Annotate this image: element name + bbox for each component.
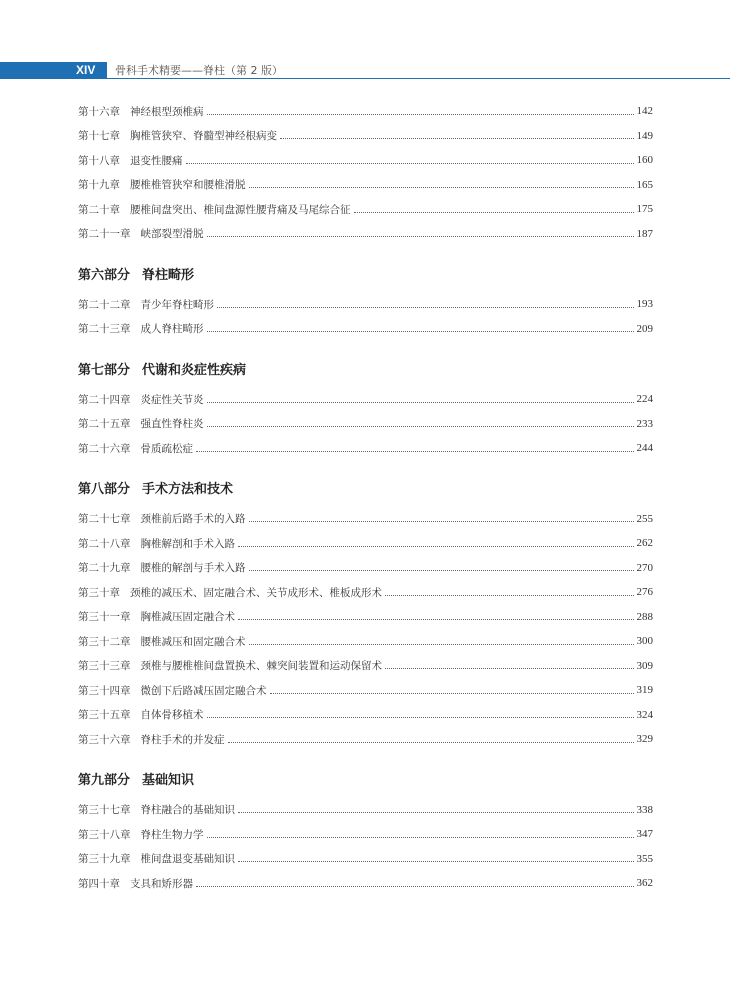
toc-entry[interactable] [78, 531, 653, 556]
chapter-title: 脊柱生物力学 [140, 828, 204, 841]
toc-entry[interactable] [78, 99, 653, 124]
chapter-page-number: 160 [636, 154, 653, 167]
chapter-page-number: 362 [636, 877, 653, 890]
toc-entry[interactable] [78, 412, 653, 437]
part-heading [78, 264, 653, 282]
dot-leader [228, 742, 634, 743]
toc-entry[interactable] [78, 507, 653, 532]
toc-entry[interactable] [78, 654, 653, 679]
chapter-page-number: 288 [636, 610, 653, 623]
chapter-page-number: 300 [636, 635, 653, 648]
chapter-number: 第十八章 [78, 154, 120, 167]
chapter-title: 胸椎解剖和手术入路 [140, 537, 235, 550]
chapter-title: 青少年脊柱畸形 [140, 298, 214, 311]
toc-entry[interactable] [78, 580, 653, 605]
chapter-number: 第二十五章 [78, 418, 131, 431]
toc-entry[interactable] [78, 678, 653, 703]
dot-leader [238, 861, 634, 862]
dot-leader [196, 886, 634, 887]
toc-entry[interactable] [78, 124, 653, 149]
dot-leader [207, 114, 634, 115]
chapter-title: 腰椎的解剖与手术入路 [140, 562, 246, 575]
chapter-title: 炎症性关节炎 [140, 393, 204, 406]
chapter-title: 椎间盘退变基础知识 [140, 853, 235, 866]
chapter-number: 第三十章 [78, 586, 120, 599]
dot-leader [238, 546, 634, 547]
dot-leader [186, 163, 634, 164]
chapter-title: 微创下后路减压固定融合术 [140, 684, 267, 697]
chapter-number: 第二十八章 [78, 537, 131, 550]
part-number: 第六部分 [78, 267, 131, 283]
dot-leader [385, 668, 634, 669]
toc-entry[interactable] [78, 556, 653, 581]
dot-leader [249, 570, 634, 571]
chapter-number: 第二十三章 [78, 323, 131, 336]
chapter-title: 腰椎椎管狭窄和腰椎滑脱 [130, 179, 246, 192]
dot-leader [207, 402, 634, 403]
part-number: 第八部分 [78, 482, 131, 497]
chapter-page-number: 224 [636, 393, 653, 406]
chapter-page-number: 276 [636, 586, 653, 599]
toc-entry[interactable] [78, 727, 653, 752]
chapter-number: 第二十一章 [78, 228, 131, 241]
chapter-number: 第三十二章 [78, 635, 131, 648]
chapter-page-number: 309 [636, 659, 653, 672]
dot-leader [196, 451, 634, 452]
chapter-number: 第二十章 [78, 203, 120, 216]
toc-entry[interactable] [78, 292, 653, 317]
dot-leader [207, 717, 634, 718]
part-heading [78, 770, 653, 788]
toc-entry[interactable] [78, 173, 653, 198]
chapter-title: 骨质疏松症 [140, 442, 193, 455]
dot-leader [385, 595, 634, 596]
chapter-title: 退变性腰痛 [130, 154, 183, 167]
chapter-title: 峡部裂型滑脱 [140, 228, 204, 241]
chapter-title: 支具和矫形器 [130, 877, 193, 890]
chapter-number: 第三十七章 [78, 804, 131, 817]
chapter-number: 第二十二章 [78, 298, 131, 311]
chapter-number: 第二十九章 [78, 562, 131, 575]
part-title: 手术方法和技术 [142, 482, 234, 497]
chapter-number: 第三十五章 [78, 709, 131, 722]
table-of-contents [78, 99, 653, 896]
dot-leader [238, 812, 634, 813]
dot-leader [249, 187, 634, 188]
dot-leader [207, 426, 634, 427]
chapter-page-number: 262 [636, 537, 653, 550]
toc-entry[interactable] [78, 629, 653, 654]
chapter-page-number: 324 [636, 708, 653, 721]
toc-entry[interactable] [78, 871, 653, 896]
toc-entry[interactable] [78, 822, 653, 847]
toc-entry[interactable] [78, 847, 653, 872]
chapter-title: 腰椎减压和固定融合术 [140, 635, 246, 648]
chapter-title: 腰椎间盘突出、椎间盘源性腰背痛及马尾综合征 [130, 203, 351, 216]
chapter-page-number: 193 [636, 298, 653, 311]
chapter-number: 第十七章 [78, 130, 120, 143]
part-number: 第九部分 [78, 773, 131, 788]
dot-leader [249, 521, 634, 522]
chapter-number: 第三十八章 [78, 828, 131, 841]
dot-leader [207, 331, 634, 332]
part-title: 基础知识 [142, 773, 195, 788]
chapter-page-number: 319 [636, 684, 653, 697]
dot-leader [280, 138, 634, 139]
running-header [0, 62, 730, 79]
toc-entry[interactable] [78, 222, 653, 247]
chapter-number: 第三十九章 [78, 853, 131, 866]
part-title: 脊柱畸形 [142, 267, 195, 283]
chapter-page-number: 165 [636, 178, 653, 191]
toc-entry[interactable] [78, 148, 653, 173]
chapter-number: 第三十四章 [78, 684, 131, 697]
dot-leader [238, 619, 634, 620]
dot-leader [249, 644, 634, 645]
toc-entry[interactable] [78, 197, 653, 222]
toc-entry[interactable] [78, 703, 653, 728]
toc-entry[interactable] [78, 317, 653, 342]
chapter-title: 成人脊柱畸形 [140, 323, 204, 336]
part-heading [78, 359, 653, 377]
chapter-title: 颈椎与腰椎椎间盘置换术、棘突间装置和运动保留术 [140, 660, 382, 673]
chapter-number: 第三十三章 [78, 660, 131, 673]
dot-leader [354, 212, 634, 213]
chapter-title: 脊柱融合的基础知识 [140, 804, 235, 817]
chapter-title: 颈椎前后路手术的入路 [140, 513, 246, 526]
dot-leader [217, 307, 634, 308]
chapter-page-number: 149 [636, 129, 653, 142]
chapter-page-number: 338 [636, 803, 653, 816]
toc-entry[interactable] [78, 387, 653, 412]
chapter-page-number: 329 [636, 733, 653, 746]
chapter-page-number: 187 [636, 227, 653, 240]
header-rule [107, 78, 730, 79]
chapter-number: 第四十章 [78, 877, 120, 890]
chapter-title: 自体骨移植术 [140, 709, 204, 722]
chapter-page-number: 270 [636, 561, 653, 574]
part-heading [78, 479, 653, 497]
chapter-number: 第二十六章 [78, 442, 131, 455]
chapter-page-number: 355 [636, 852, 653, 865]
dot-leader [270, 693, 634, 694]
chapter-page-number: 209 [636, 322, 653, 335]
chapter-number: 第二十四章 [78, 393, 131, 406]
chapter-title: 神经根型颈椎病 [130, 105, 204, 118]
chapter-page-number: 347 [636, 828, 653, 841]
part-number: 第七部分 [78, 362, 131, 378]
chapter-number: 第三十一章 [78, 611, 131, 624]
chapter-title: 胸椎减压固定融合术 [140, 611, 235, 624]
page-number: XIV [76, 63, 96, 77]
chapter-page-number: 255 [636, 512, 653, 525]
dot-leader [207, 837, 634, 838]
chapter-number: 第二十七章 [78, 513, 131, 526]
chapter-title: 胸椎管狭窄、脊髓型神经根病变 [130, 130, 277, 143]
chapter-title: 脊柱手术的并发症 [140, 733, 225, 746]
toc-entry[interactable] [78, 436, 653, 461]
chapter-page-number: 244 [636, 442, 653, 455]
toc-entry[interactable] [78, 605, 653, 630]
chapter-number: 第三十六章 [78, 733, 131, 746]
dot-leader [207, 236, 634, 237]
chapter-number: 第十六章 [78, 105, 120, 118]
book-title: 骨科手术精要——脊柱（第 2 版） [115, 64, 283, 77]
toc-entry[interactable] [78, 798, 653, 823]
chapter-title: 强直性脊柱炎 [140, 418, 204, 431]
part-title: 代谢和炎症性疾病 [142, 362, 247, 378]
chapter-page-number: 233 [636, 417, 653, 430]
chapter-page-number: 175 [636, 203, 653, 216]
chapter-number: 第十九章 [78, 179, 120, 192]
chapter-page-number: 142 [636, 105, 653, 118]
chapter-title: 颈椎的减压术、固定融合术、关节成形术、椎板成形术 [130, 586, 382, 599]
